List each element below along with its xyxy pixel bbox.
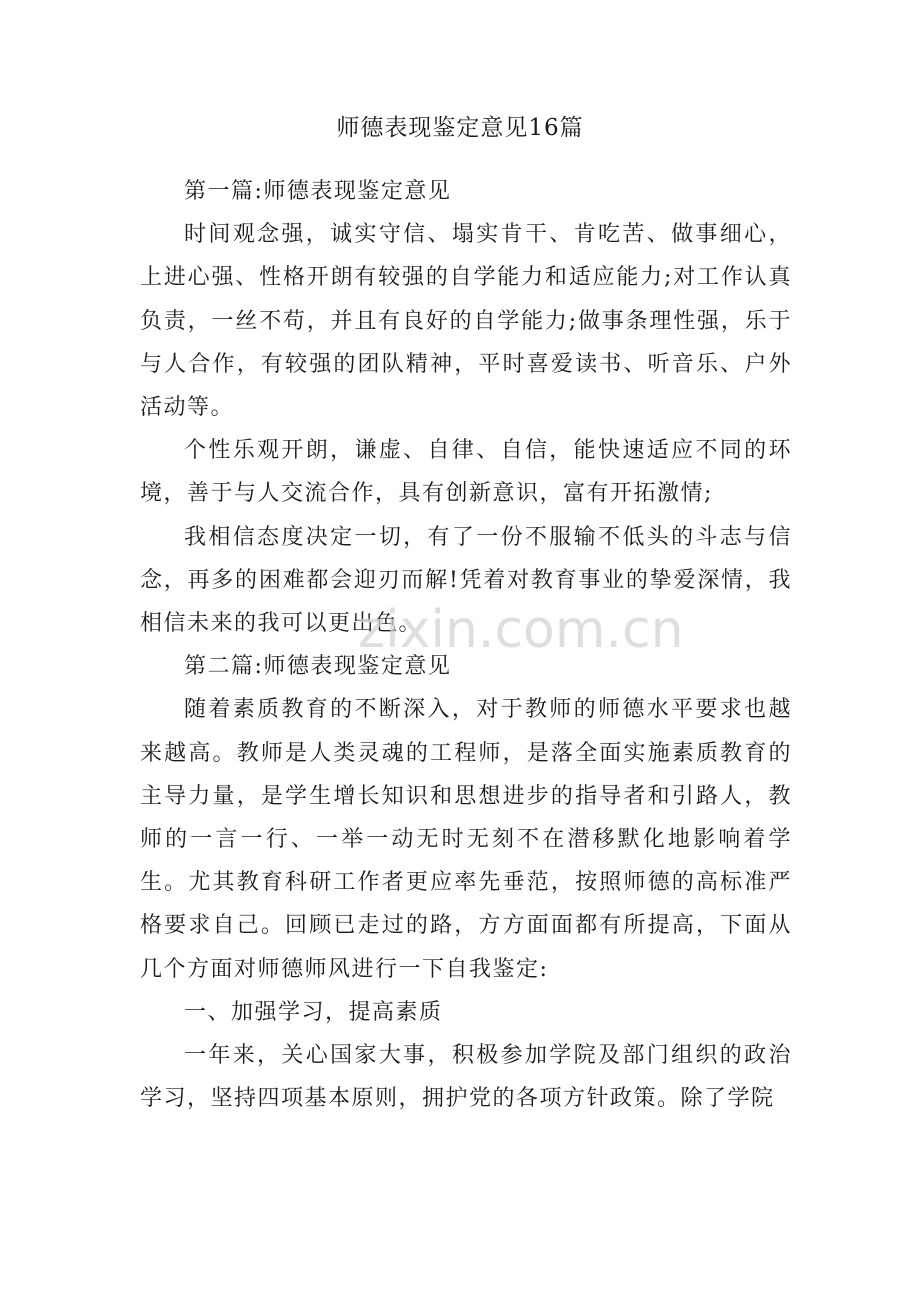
document-title: 师德表现鉴定意见16篇 [336, 115, 584, 141]
paragraph: 一年来，关心国家大事，积极参加学院及部门组织的政治学习，坚持四项基本原则，拥护党的各项方针政策。除了学院 [140, 1043, 792, 1112]
paragraph: 我相信态度决定一切，有了一份不服输不低头的斗志与信念，再多的困难都会迎刃而解!凭着对教育事业的挚爱深情，我相信未来的我可以更出色。 [140, 524, 792, 637]
section-heading: 第一篇:师德表现鉴定意见 [184, 179, 452, 204]
paragraph: 随着素质教育的不断深入，对于教师的师德水平要求也越来越高。教师是人类灵魂的工程师，是落全面实施素质教育的主导力量，是学生增长知识和思想进步的指导者和引路人，教师的一言一行、一举一动无时无刻不在潜移默化地影响着学生。尤其教育科研工作者更应率先垂范，按照师德的高标准严格要求自己。回顾已走过的路，方方面面都有所提高，下面从几个方面对师德师风进行一下自我鉴定: [140, 697, 792, 982]
watermark: zixin.com.cn [358, 600, 684, 660]
document-body [140, 170, 792, 1120]
paragraph: 时间观念强，诚实守信、塌实肯干、肯吃苦、做事细心，上进心强、性格开朗有较强的自学能力和适应能力;对工作认真负责，一丝不苟，并且有良好的自学能力;做事条理性强，乐于与人合作，有较强的团队精神，平时喜爱读书、听音乐、户外活动等。 [140, 222, 792, 421]
section-heading: 第二篇:师德表现鉴定意见 [184, 654, 452, 680]
subsection-heading: 一、加强学习，提高素质 [184, 999, 443, 1025]
paragraph: 个性乐观开朗，谦虚、自律、自信，能快速适应不同的环境，善于与人交流合作，具有创新意识，富有开拓激情; [140, 438, 792, 507]
